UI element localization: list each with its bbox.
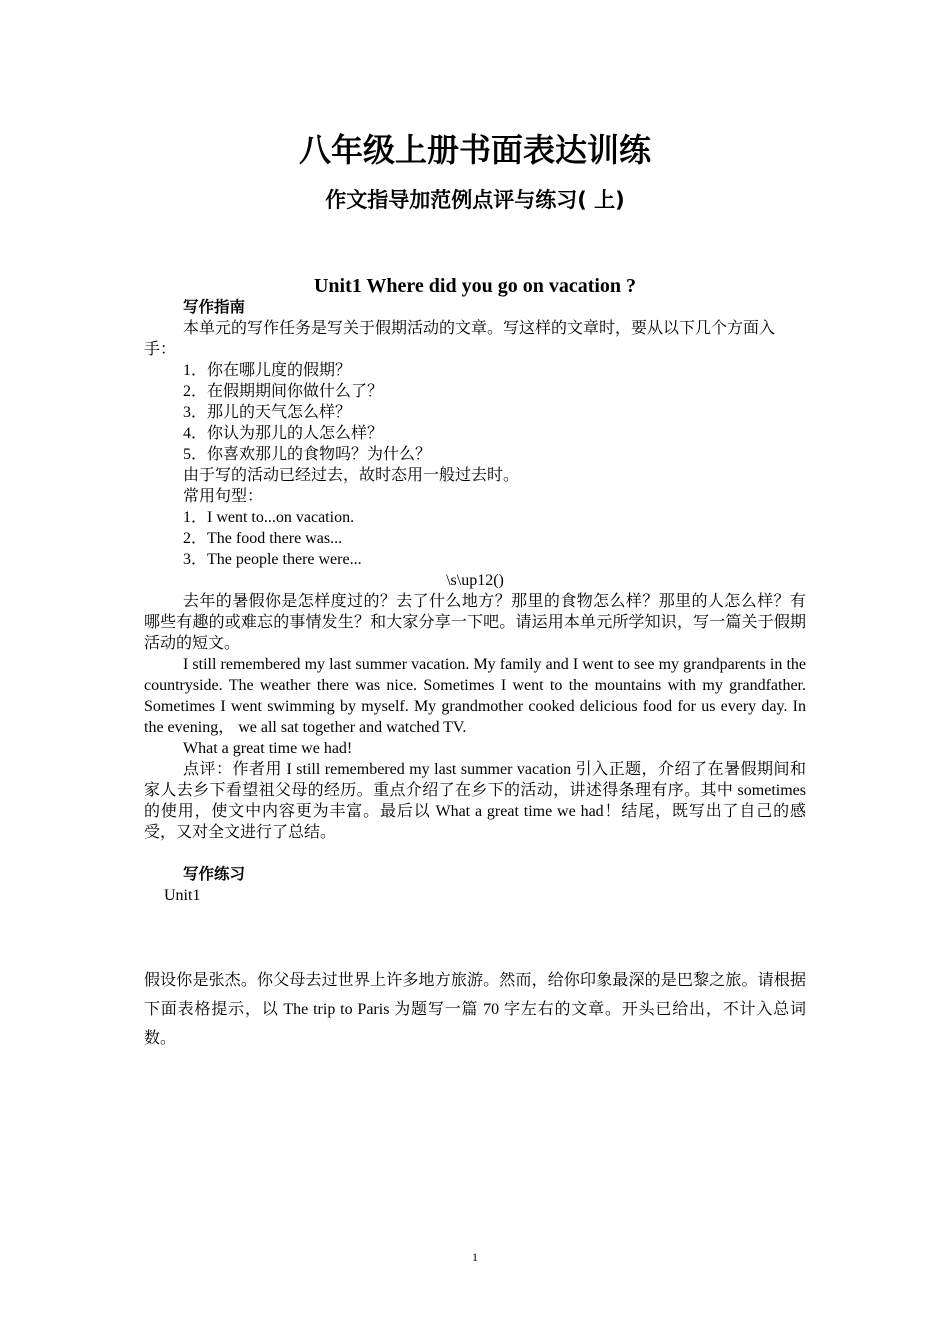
sample-comment: 点评：作者用 I still remembered my last summer vacation 引入正题，介绍了在暑假期间和家人去乡下看望祖父母的经历。重点介绍了在乡下的活动，讲述得条理有序。其中 sometimes 的使用，使文中内容更为丰富。最后以 What a great time we had！结尾，既写出了自己的感受，又对全文进行了总结。 (144, 761, 806, 841)
practice-task: 假设你是张杰。你父母去过世界上许多地方旅游。然而，给你印象最深的是巴黎之旅。请根据下面表格提示，以 The trip to Paris 为题写一篇 70 字左右的文章。开头已给出，不计入总词数。 (144, 972, 806, 1047)
sentence-pattern: 2．The food there was... (183, 530, 343, 547)
guide-section (144, 297, 806, 906)
field-code: \s\up12() (446, 572, 504, 589)
guide-point: 2．在假期期间你做什么了？ (183, 383, 384, 400)
tense-note: 由于写的活动已经过去，故时态用一般过去时。 (183, 467, 520, 484)
sample-prompt: 去年的暑假你是怎样度过的？去了什么地方？那里的食物怎么样？那里的人怎么样？有哪些有趣的或难忘的事情发生？和大家分享一下吧。请运用本单元所学知识，写一篇关于假期活动的短文。 (144, 593, 806, 652)
sentences-label: 常用句型： (183, 488, 264, 505)
practice-heading: 写作练习 (183, 865, 246, 883)
sentence-pattern: 1．I went to...on vacation. (183, 509, 355, 526)
guide-point: 5．你喜欢那儿的食物吗？为什么？ (183, 446, 432, 463)
guide-heading: 写作指南 (183, 298, 246, 316)
unit-title: Unit1 Where did you go on vacation ? (313, 275, 637, 297)
guide-point: 1．你在哪儿度的假期？ (183, 362, 352, 379)
guide-point: 3．那儿的天气怎么样？ (183, 404, 352, 421)
page-number: 1 (472, 1250, 478, 1264)
sample-closing: What a great time we had! (183, 740, 353, 757)
guide-point: 4．你认为那儿的人怎么样？ (183, 425, 384, 442)
document-title: 八年级上册书面表达训练 (298, 131, 651, 169)
sample-essay: I still remembered my last summer vacation. My family and I went to see my grandparents in the countryside. The weather there was nice. Sometimes I went to the mountains with my grandfather. Sometimes I went swimming by myself. My grandmother cooked delicious food for us every day. In the evening， we all sat together and watched TV. (144, 656, 806, 736)
guide-intro: 本单元的写作任务是写关于假期活动的文章。写这样的文章时，要从以下几个方面入手： (144, 320, 776, 358)
sentence-pattern: 3．The people there were... (183, 551, 362, 568)
practice-unit-label: Unit1 (164, 887, 201, 904)
document-subtitle: 作文指导加范例点评与练习( 上) (325, 188, 625, 212)
